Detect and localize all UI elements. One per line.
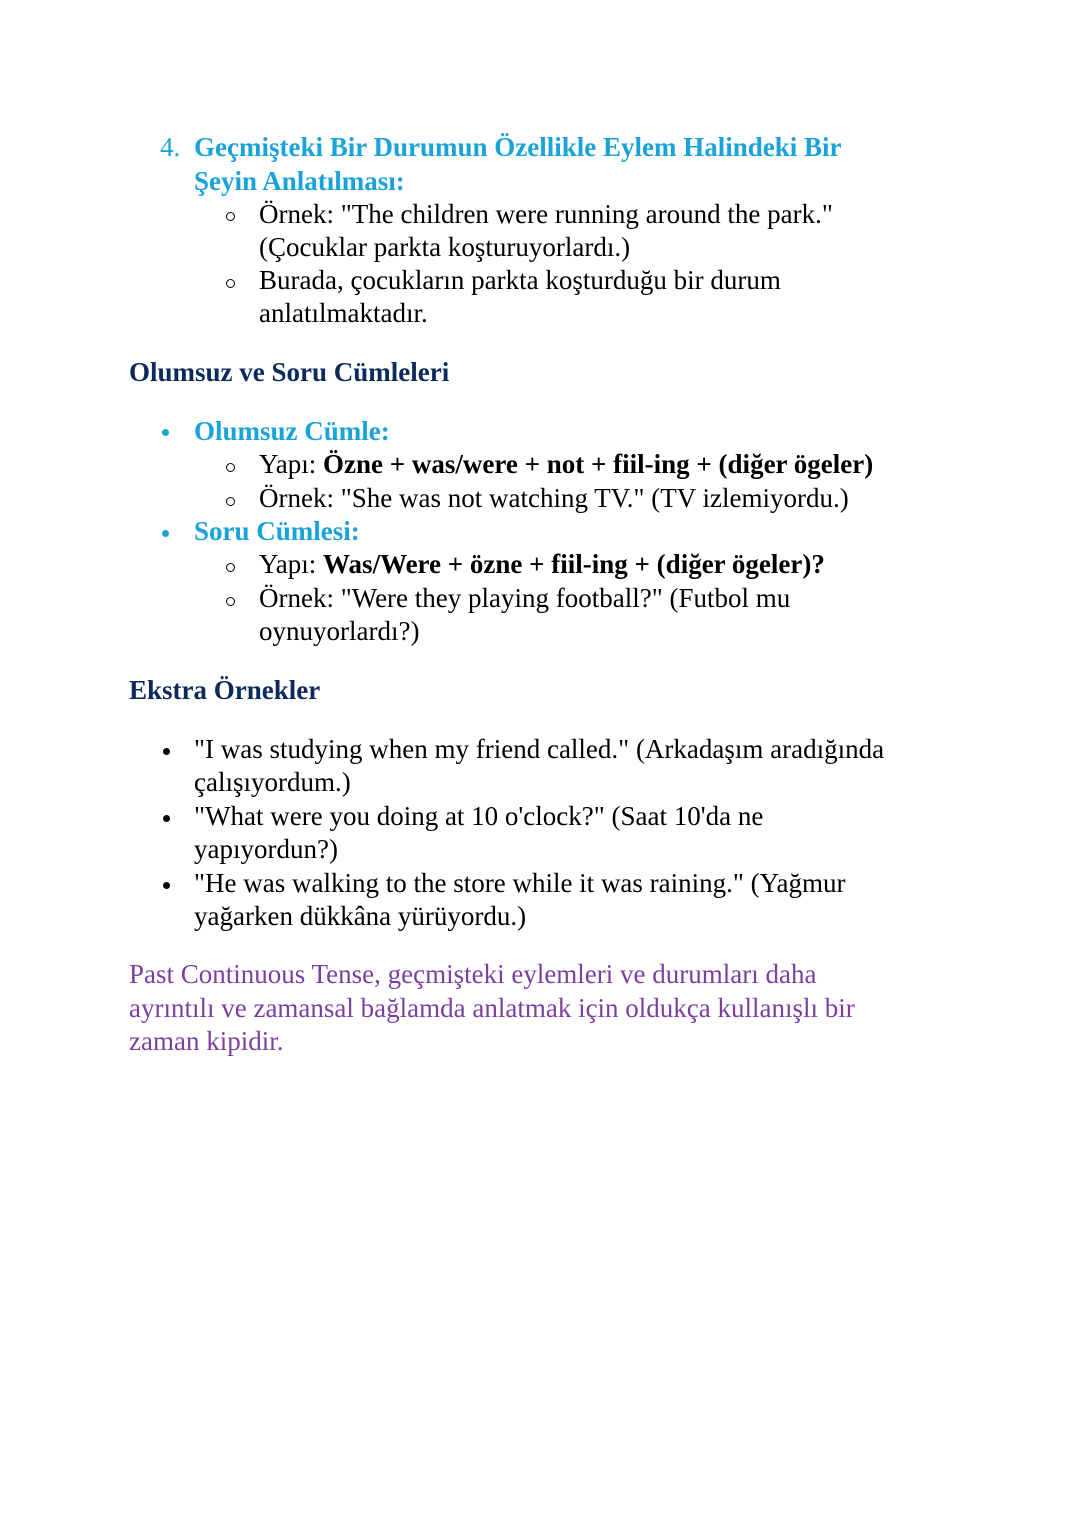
conclusion-paragraph-line2: ayrıntılı ve zamansal bağlamda anlatmak için oldukça kullanışlı bir — [129, 993, 855, 1023]
list-item-continuation: (Çocuklar parkta koşturuyorlardı.) — [259, 232, 631, 262]
circle-bullet-icon — [226, 497, 235, 506]
structure-prefix: Yapı: — [259, 449, 324, 479]
conclusion-paragraph-line3: zaman kipidir. — [129, 1026, 284, 1056]
list-item-continuation: oynuyorlardı?) — [259, 616, 420, 646]
subsection-label: Soru Cümlesi: — [194, 516, 360, 546]
list-item — [259, 547, 825, 581]
structure-formula: Was/Were + özne + fiil-ing + (diğer ögeler)? — [323, 549, 825, 579]
conclusion-paragraph-line1: Past Continuous Tense, geçmişteki eylemleri ve durumları daha — [129, 959, 817, 989]
list-item-continuation: yağarken dükkâna yürüyordu.) — [194, 901, 527, 931]
list-number: 4. — [160, 132, 181, 162]
list-item-continuation: yapıyordun?) — [194, 834, 338, 864]
circle-bullet-icon — [226, 212, 235, 221]
section-heading: Ekstra Örnekler — [129, 675, 321, 705]
bullet-icon — [163, 815, 170, 822]
list-item: Örnek: "The children were running around the park." — [259, 199, 833, 229]
subsection-label: Olumsuz Cümle: — [194, 416, 390, 446]
list-item: "I was studying when my friend called." (Arkadaşım aradığında — [194, 734, 885, 764]
structure-formula: Özne + was/were + not + fiil-ing + (diğer ögeler) — [323, 449, 874, 479]
bullet-icon — [162, 530, 169, 537]
bullet-icon — [162, 429, 169, 436]
section-heading: Olumsuz ve Soru Cümleleri — [129, 357, 450, 387]
list-item — [259, 447, 873, 481]
circle-bullet-icon — [226, 597, 235, 606]
bullet-icon — [163, 748, 170, 755]
list-item: Örnek: "Were they playing football?" (Futbol mu — [259, 583, 791, 613]
list-item: Örnek: "She was not watching TV." (TV izlemiyordu.) — [259, 483, 849, 513]
circle-bullet-icon — [226, 463, 235, 472]
circle-bullet-icon — [226, 279, 235, 288]
structure-prefix: Yapı: — [259, 549, 324, 579]
list-item-continuation: çalışıyordum.) — [194, 767, 351, 797]
bullet-icon — [163, 882, 170, 889]
list-item-continuation: anlatılmaktadır. — [259, 298, 428, 328]
section-title-line2: Şeyin Anlatılması: — [194, 166, 405, 196]
list-item: Burada, çocukların parkta koşturduğu bir durum — [259, 265, 781, 295]
list-item: "He was walking to the store while it was raining." (Yağmur — [194, 868, 846, 898]
section-title-line1: Geçmişteki Bir Durumun Özellikle Eylem Halindeki Bir — [194, 132, 842, 162]
circle-bullet-icon — [226, 563, 235, 572]
list-item: "What were you doing at 10 o'clock?" (Saat 10'da ne — [194, 801, 764, 831]
